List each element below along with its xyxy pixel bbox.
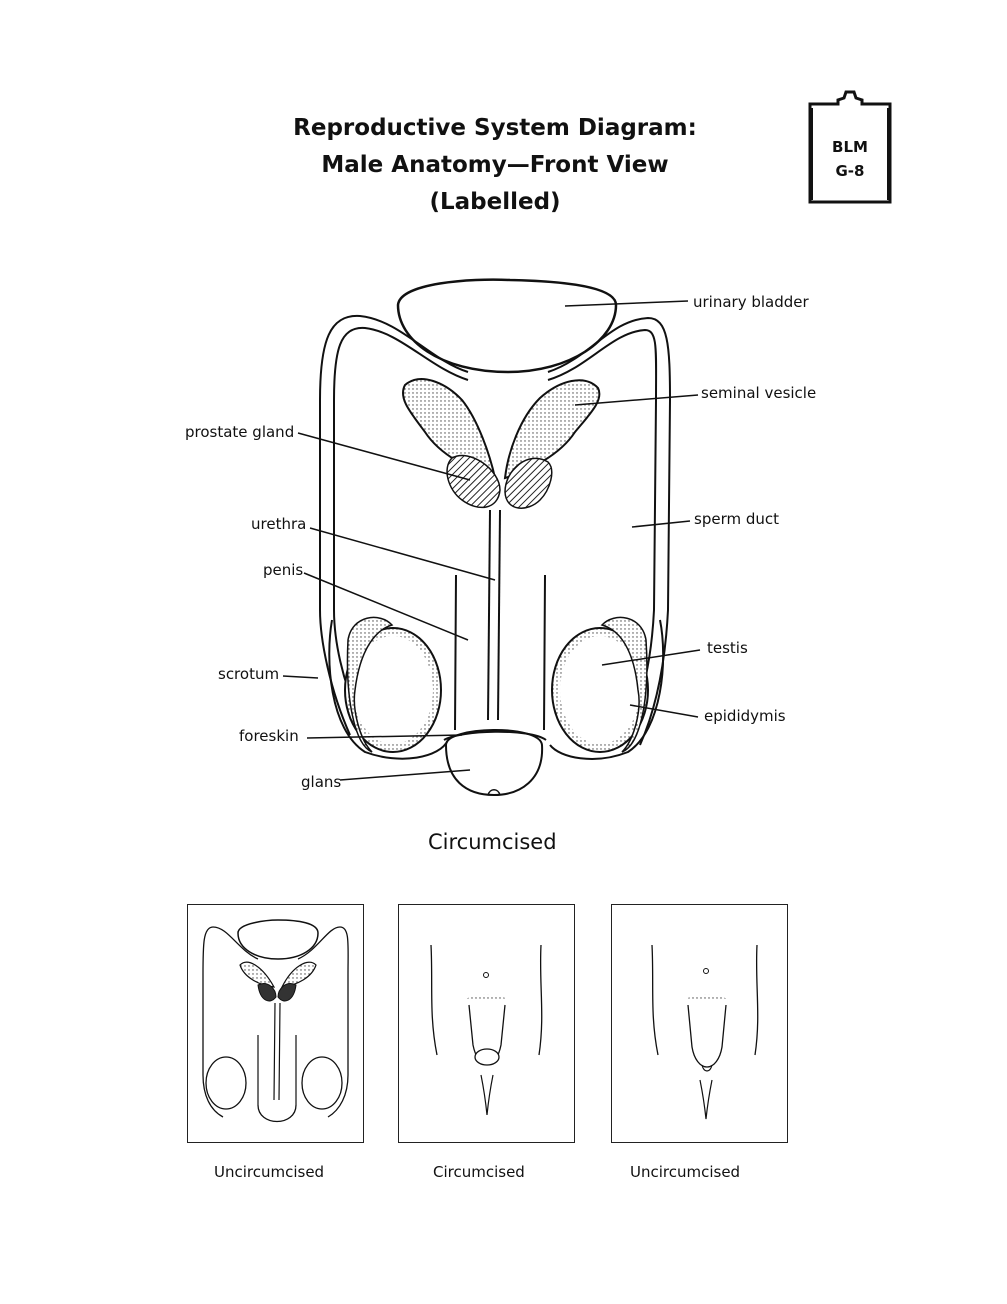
label-penis: penis <box>263 561 304 579</box>
label-prostate-gland: prostate gland <box>185 423 295 441</box>
label-glans: glans <box>301 773 342 791</box>
label-urethra: urethra <box>251 515 307 533</box>
panel-uncircumcised-anatomy <box>187 904 364 1143</box>
label-scrotum: scrotum <box>218 665 280 683</box>
label-testis: testis <box>707 639 748 657</box>
badge-line-2: G-8 <box>835 162 865 180</box>
label-seminal-vesicle: seminal vesicle <box>701 384 817 402</box>
label-epididymis: epididymis <box>704 707 786 725</box>
panel-caption-3: Uncircumcised <box>630 1163 741 1181</box>
title-line-3: (Labelled) <box>429 189 561 215</box>
glans-shape <box>446 730 542 795</box>
panel-caption-2: Circumcised <box>433 1163 525 1181</box>
urethra-line <box>488 510 490 720</box>
main-caption: Circumcised <box>428 830 557 854</box>
label-urinary-bladder: urinary bladder <box>693 293 809 311</box>
badge-line-1: BLM <box>832 138 868 156</box>
title-line-2: Male Anatomy—Front View <box>321 152 669 178</box>
mini-anatomy-drawing <box>188 905 363 1142</box>
circumcised-external-drawing <box>399 905 574 1142</box>
uncircumcised-external-drawing <box>612 905 787 1142</box>
panel-circumcised-external <box>398 904 575 1143</box>
urinary-bladder-shape <box>398 280 616 372</box>
panel-uncircumcised-external <box>611 904 788 1143</box>
panel-caption-1: Uncircumcised <box>214 1163 325 1181</box>
label-sperm-duct: sperm duct <box>694 510 780 528</box>
title-line-1: Reproductive System Diagram: <box>293 115 697 141</box>
label-foreskin: foreskin <box>239 727 299 745</box>
